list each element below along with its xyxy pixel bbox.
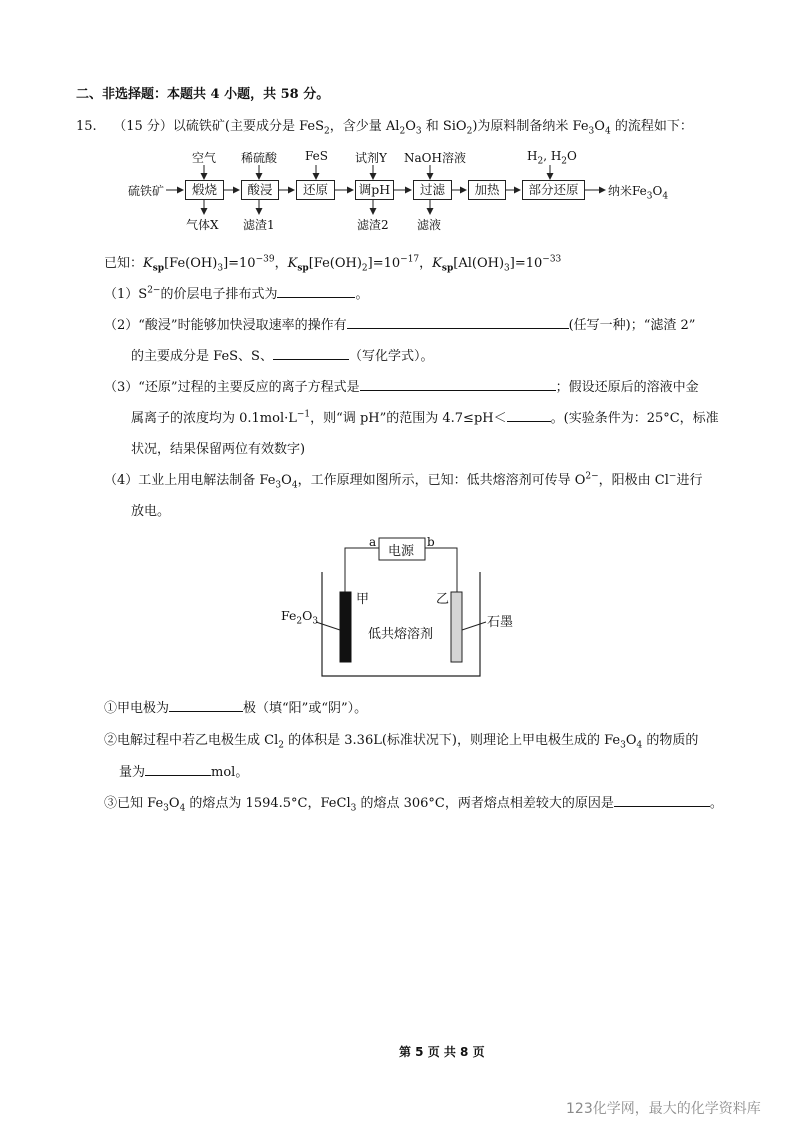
intro-text: 的流程如下： bbox=[610, 119, 693, 134]
pointer-graphite bbox=[462, 622, 486, 630]
superscript: 2− bbox=[585, 471, 599, 482]
sub-question-2-line-2 bbox=[119, 761, 248, 780]
question-15-intro: 15. （15 分）以硫铁矿(主要成分是 FeS$_2$，含少量 $Al_2O_3$ 和 SiO$_2$)为原料制备纳米 $Fe_3O_4$ 的流程如下： bbox=[76, 119, 693, 137]
sub2-text: 的物质的 bbox=[642, 733, 699, 748]
subscript: 2 bbox=[466, 126, 473, 137]
intro-text: 以硫铁矿(主要成分是 FeS bbox=[172, 119, 325, 134]
sub2-text: 的体积是 3.36L(标准状况下)，则理论上甲电极生成的 Fe bbox=[284, 733, 621, 748]
flow-input-dilute-acid: 稀硫酸 bbox=[241, 151, 278, 165]
subscript: 3 bbox=[275, 480, 282, 491]
h-text: H bbox=[527, 149, 538, 163]
flow-step-acid-leach: 酸浸 bbox=[241, 180, 279, 200]
circled-number: ② bbox=[104, 733, 118, 748]
flow-output-filtrate: 滤液 bbox=[417, 218, 442, 232]
question-4-line-2: 放电。 bbox=[131, 504, 171, 519]
sub1-answer-blank[interactable] bbox=[169, 699, 243, 712]
power-label: 电源 bbox=[388, 544, 415, 559]
q2-text: 的主要成分是 FeS、S、 bbox=[131, 349, 273, 364]
superscript: −1 bbox=[296, 409, 311, 420]
q3-text: 。(实验条件为：25°C，标准 bbox=[550, 411, 719, 426]
known-prefix: 已知： bbox=[104, 256, 144, 271]
sub2-text: 电解过程中若乙电极生成 Cl bbox=[117, 733, 279, 748]
question-number: 15. bbox=[76, 119, 97, 134]
question-label: （2） bbox=[104, 318, 139, 333]
ksp-fe3-value: ]=10 bbox=[223, 256, 256, 271]
sub3-text: 的熔点 306°C，两者熔点相差较大的原因是 bbox=[356, 796, 614, 811]
ksp-fe2: [Fe(OH) bbox=[308, 256, 362, 271]
sub2-answer-blank[interactable] bbox=[145, 763, 211, 776]
subscript: 2 bbox=[361, 263, 368, 274]
ksp-fe2-value: ]=10 bbox=[367, 256, 401, 271]
flow-input-reagent-y: 试剂Y bbox=[355, 151, 387, 165]
q4-text: ，工作原理如图所示，已知：低共熔溶剂可传导 O bbox=[297, 473, 586, 488]
ksp-fe2-exp: −17 bbox=[400, 254, 420, 265]
k-symbol: K bbox=[143, 256, 153, 271]
q4-text: 进行 bbox=[676, 473, 703, 488]
wire-a bbox=[345, 548, 379, 592]
terminal-a: a bbox=[369, 535, 377, 549]
k-symbol: K bbox=[432, 256, 442, 271]
sp-subscript: sp bbox=[152, 263, 165, 274]
subscript: 3 bbox=[163, 803, 169, 814]
o-text: O bbox=[567, 149, 577, 163]
question-3-line-3: 状况，结果保留两位有效数字) bbox=[131, 442, 306, 457]
electrode-jia-label: 甲 bbox=[356, 592, 370, 607]
ksp-al-value: ]=10 bbox=[509, 256, 543, 271]
circled-number: ① bbox=[104, 701, 118, 716]
question-label: （4） bbox=[104, 473, 139, 488]
o-text: O bbox=[302, 608, 313, 623]
question-label: （3） bbox=[104, 380, 139, 395]
flow-output-residue-2: 滤渣2 bbox=[357, 218, 389, 232]
terminal-b: b bbox=[427, 535, 435, 549]
superscript: − bbox=[668, 471, 677, 482]
subscript: 3 bbox=[217, 263, 224, 274]
subscript: 3 bbox=[620, 740, 626, 751]
ksp-fe3-exp: −39 bbox=[255, 254, 275, 265]
question-label: （1） bbox=[104, 287, 139, 302]
sub1-text: 甲电极为 bbox=[117, 701, 170, 716]
q2-text: “酸浸”时能够加快浸取速率的操作有 bbox=[138, 318, 347, 333]
wire-b bbox=[425, 548, 457, 592]
comma: ， bbox=[419, 256, 433, 271]
flow-input-air: 空气 bbox=[192, 151, 217, 165]
sub1-text: 极（填“阳”或“阴”）。 bbox=[243, 701, 368, 716]
intro-text: )为原料制备纳米 Fe bbox=[472, 119, 589, 134]
flow-end-label: 纳米$Fe_3O_4$ bbox=[608, 184, 669, 202]
circled-number: ③ bbox=[104, 796, 118, 811]
flow-output-gas-x: 气体X bbox=[186, 218, 219, 232]
subscript: 2 bbox=[296, 616, 303, 627]
subscript: 2 bbox=[537, 156, 544, 167]
intro-text: 和 SiO bbox=[421, 119, 467, 134]
q1-text: 的价层电子排布式为 bbox=[160, 287, 278, 302]
q2-text: (任写一种)；“滤渣 2” bbox=[568, 318, 696, 333]
subscript: 2 bbox=[561, 156, 568, 167]
flow-input-fes: FeS bbox=[305, 149, 328, 163]
sub-question-1 bbox=[104, 697, 367, 716]
q2-text: （写化学式）。 bbox=[348, 349, 434, 364]
sp-subscript: sp bbox=[441, 263, 454, 274]
sub3-end: 。 bbox=[709, 796, 723, 811]
k-symbol: K bbox=[287, 256, 298, 271]
q4-text: ，阳极由 Cl bbox=[598, 473, 669, 488]
subscript: 2 bbox=[324, 126, 330, 137]
flow-start-label: 硫铁矿 bbox=[128, 184, 165, 198]
graphite-label: 石墨 bbox=[487, 615, 514, 630]
sub-question-2-line-1: ②电解过程中若乙电极生成 $Cl_2$ 的体积是 3.36L(标准状况下)，则理论上甲电极生成的 $Fe_3O_4$ 的物质的 bbox=[104, 733, 699, 751]
q1-end: 。 bbox=[355, 287, 369, 302]
q3-text: ，则“调 pH”的范围为 4.7≤pH＜ bbox=[310, 411, 507, 426]
electrode-jia bbox=[340, 592, 351, 662]
electrode-yi bbox=[451, 592, 462, 662]
ksp-al: [Al(OH) bbox=[453, 256, 505, 271]
q3-text: ；假设还原后的溶液中金 bbox=[555, 380, 699, 395]
flow-end-text: 纳米Fe bbox=[608, 184, 647, 198]
subscript: 3 bbox=[415, 126, 422, 137]
comma: ， bbox=[274, 256, 288, 271]
solvent-label: 低共熔溶剂 bbox=[368, 627, 434, 642]
flow-input-naoh: NaOH溶液 bbox=[404, 151, 466, 165]
sp-subscript: sp bbox=[297, 263, 309, 274]
subscript: 4 bbox=[636, 740, 643, 751]
subscript: 2 bbox=[399, 126, 406, 137]
subscript: 3 bbox=[350, 803, 357, 814]
sub-question-3: ③已知 $Fe_3O_4$ 的熔点为 1594.5°C，FeCl$_3$ 的熔点 306°C，两者熔点相差较大的原因是 。 bbox=[104, 796, 723, 814]
subscript: 3 bbox=[646, 191, 653, 202]
q3-text: “还原”过程的主要反应的离子方程式是 bbox=[138, 380, 360, 395]
sub3-answer-blank[interactable] bbox=[614, 794, 710, 807]
subscript: 4 bbox=[662, 191, 669, 202]
superscript: 2− bbox=[147, 285, 161, 296]
sub2-text: mol。 bbox=[211, 765, 249, 780]
flow-output-residue-1: 滤渣1 bbox=[243, 218, 275, 232]
h-text: , H bbox=[543, 149, 562, 163]
q3-text: 属离子的浓度均为 0.1mol·L bbox=[131, 411, 297, 426]
question-4-line-1: （4）工业上用电解法制备 $Fe_3O_4$，工作原理如图所示，已知：低共熔溶剂可传导 $O^{2-}$，阳极由 Cl−进行 bbox=[104, 471, 703, 491]
subscript: 2 bbox=[278, 740, 284, 751]
sub2-text: 量为 bbox=[119, 765, 146, 780]
subscript: 3 bbox=[504, 263, 510, 274]
fe2o3-label bbox=[281, 608, 319, 627]
flow-step-reduce: 还原 bbox=[296, 180, 335, 200]
subscript: 4 bbox=[179, 803, 186, 814]
subscript: 3 bbox=[312, 616, 319, 627]
flow-step-heat: 加热 bbox=[468, 180, 506, 200]
flow-step-partial-reduce: 部分还原 bbox=[522, 180, 585, 200]
q1-text: S bbox=[138, 287, 148, 302]
page-footer: 第 5 页 共 8 页 bbox=[399, 1045, 485, 1059]
electrode-yi-label: 乙 bbox=[436, 592, 450, 607]
question-score: （15 分） bbox=[113, 119, 173, 134]
fe-text: Fe bbox=[281, 608, 297, 623]
sub3-text: 的熔点为 1594.5°C，FeCl bbox=[185, 796, 351, 811]
subscript: 4 bbox=[291, 480, 298, 491]
section-header: 二、非选择题：本题共 4 小题，共 58 分。 bbox=[76, 87, 330, 102]
sub3-text: 已知 Fe bbox=[117, 796, 164, 811]
ksp-al-exp: −33 bbox=[542, 254, 562, 265]
ksp-fe3: [Fe(OH) bbox=[164, 256, 218, 271]
flow-step-filter: 过滤 bbox=[413, 180, 452, 200]
intro-text: ，含少量 Al bbox=[329, 119, 400, 134]
q4-text: 工业上用电解法制备 Fe bbox=[138, 473, 276, 488]
site-watermark: 123化学网，最大的化学资料库 bbox=[566, 1101, 761, 1117]
flow-step-calcine: 煅烧 bbox=[185, 180, 224, 200]
subscript: 4 bbox=[604, 126, 611, 137]
subscript: 3 bbox=[588, 126, 595, 137]
pointer-fe2o3 bbox=[316, 622, 340, 630]
flow-step-adjust-ph: 调pH bbox=[355, 180, 394, 200]
